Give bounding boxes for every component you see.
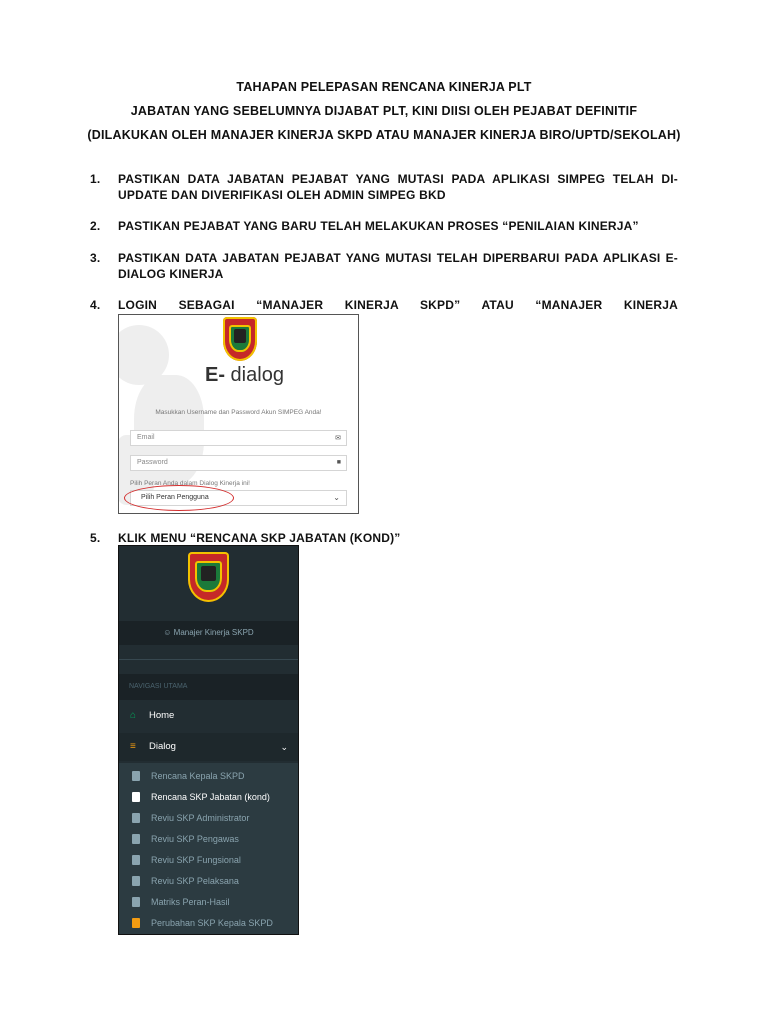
nav-header: NAVIGASI UTAMA bbox=[119, 674, 298, 700]
submenu-item[interactable] bbox=[119, 766, 298, 787]
user-role-label: Manajer Kinerja SKPD bbox=[173, 628, 254, 637]
submenu-item-label: Perubahan SKP Kepala SKPD bbox=[151, 918, 273, 928]
submenu-item-label: Matriks Peran-Hasil bbox=[151, 897, 230, 907]
file-icon bbox=[132, 876, 140, 886]
menu-item-label: Home bbox=[149, 710, 175, 721]
file-icon bbox=[132, 813, 140, 823]
user-icon: ☺ bbox=[163, 628, 174, 637]
dialog-submenu bbox=[119, 763, 298, 934]
database-icon: ≡ bbox=[130, 741, 136, 752]
user-role-bar bbox=[119, 621, 298, 645]
email-placeholder: Email bbox=[137, 434, 155, 441]
submenu-item[interactable] bbox=[119, 913, 298, 934]
submenu-item-label: Reviu SKP Administrator bbox=[151, 813, 250, 823]
menu-item-dialog[interactable] bbox=[119, 733, 298, 761]
menu-item-label: Dialog bbox=[149, 741, 176, 752]
role-label: Pilih Peran Anda dalam Dialog Kinerja ini! bbox=[130, 480, 250, 487]
submenu-item[interactable] bbox=[119, 829, 298, 850]
submenu-item-label: Reviu SKP Pelaksana bbox=[151, 876, 239, 886]
logo-suffix: dialog bbox=[225, 364, 284, 386]
submenu-item-label: Reviu SKP Fungsional bbox=[151, 855, 241, 865]
step-number: 4. bbox=[90, 298, 101, 312]
step-1 bbox=[90, 171, 678, 203]
title-line-2: JABATAN YANG SEBELUMNYA DIJABAT PLT, KINI DIISI OLEH PEJABAT DEFINITIF bbox=[130, 104, 638, 118]
password-field[interactable] bbox=[130, 455, 347, 471]
submenu-item[interactable] bbox=[119, 808, 298, 829]
step-text: PASTIKAN PEJABAT YANG BARU TELAH MELAKUKAN PROSES “PENILAIAN KINERJA” bbox=[118, 219, 639, 233]
login-screenshot bbox=[118, 314, 359, 514]
step-3 bbox=[90, 250, 678, 282]
menu-item-home[interactable] bbox=[119, 702, 298, 730]
step-text: LOGIN SEBAGAI “MANAJER KINERJA SKPD” ATAU “MANAJER KINERJA bbox=[118, 298, 678, 312]
step-text: PASTIKAN DATA JABATAN PEJABAT YANG MUTASI TELAH DIPERBARUI PADA APLIKASI E-DIALOG KINERJA bbox=[118, 251, 678, 281]
highlight-oval bbox=[124, 485, 234, 511]
step-5 bbox=[90, 530, 678, 546]
lock-icon: ■ bbox=[336, 459, 341, 466]
emblem-logo bbox=[223, 317, 257, 361]
file-icon bbox=[132, 834, 140, 844]
emblem-logo bbox=[188, 552, 229, 602]
step-number: 1. bbox=[90, 172, 101, 186]
role-select-value: Pilih Peran Pengguna bbox=[141, 494, 209, 501]
divider bbox=[119, 659, 298, 674]
submenu-item-label: Rencana SKP Jabatan (kond) bbox=[151, 792, 270, 802]
title-line-3: (DILAKUKAN OLEH MANAJER KINERJA SKPD ATAU MANAJER KINERJA BIRO/UPTD/SEKOLAH) bbox=[87, 128, 681, 142]
submenu-item-label: Rencana Kepala SKPD bbox=[151, 771, 245, 781]
envelope-icon: ✉ bbox=[335, 435, 341, 442]
step-2 bbox=[90, 218, 678, 234]
file-icon bbox=[132, 918, 140, 928]
step-number: 2. bbox=[90, 219, 101, 233]
chevron-down-icon: ⌄ bbox=[333, 493, 340, 502]
submenu-item-label: Reviu SKP Pengawas bbox=[151, 834, 239, 844]
file-icon bbox=[132, 897, 140, 907]
file-icon bbox=[132, 855, 140, 865]
document-title-block bbox=[0, 80, 768, 152]
sidebar-screenshot bbox=[118, 545, 299, 935]
title-line-1: TAHAPAN PELEPASAN RENCANA KINERJA PLT bbox=[236, 80, 532, 94]
submenu-item[interactable] bbox=[119, 850, 298, 871]
file-icon bbox=[132, 792, 140, 802]
password-placeholder: Password bbox=[137, 459, 168, 466]
step-number: 5. bbox=[90, 531, 101, 545]
submenu-item[interactable] bbox=[119, 871, 298, 892]
step-text: KLIK MENU “RENCANA SKP JABATAN (KOND)” bbox=[118, 531, 401, 545]
email-field[interactable] bbox=[130, 430, 347, 446]
chevron-down-icon: ⌄ bbox=[280, 742, 288, 752]
login-prompt: Masukkan Username dan Password Akun SIMPEG Anda! bbox=[155, 409, 322, 416]
submenu-item[interactable] bbox=[119, 892, 298, 913]
file-icon bbox=[132, 771, 140, 781]
home-icon: ⌂ bbox=[130, 710, 137, 721]
submenu-item-active[interactable] bbox=[119, 787, 298, 808]
logo-prefix: E- bbox=[205, 364, 225, 386]
step-number: 3. bbox=[90, 251, 101, 265]
app-logo-text bbox=[205, 364, 284, 387]
step-text: PASTIKAN DATA JABATAN PEJABAT YANG MUTASI PADA APLIKASI SIMPEG TELAH DI-UPDATE DAN DIVERIFIKASI OLEH ADMIN SIMPEG BKD bbox=[118, 172, 678, 202]
